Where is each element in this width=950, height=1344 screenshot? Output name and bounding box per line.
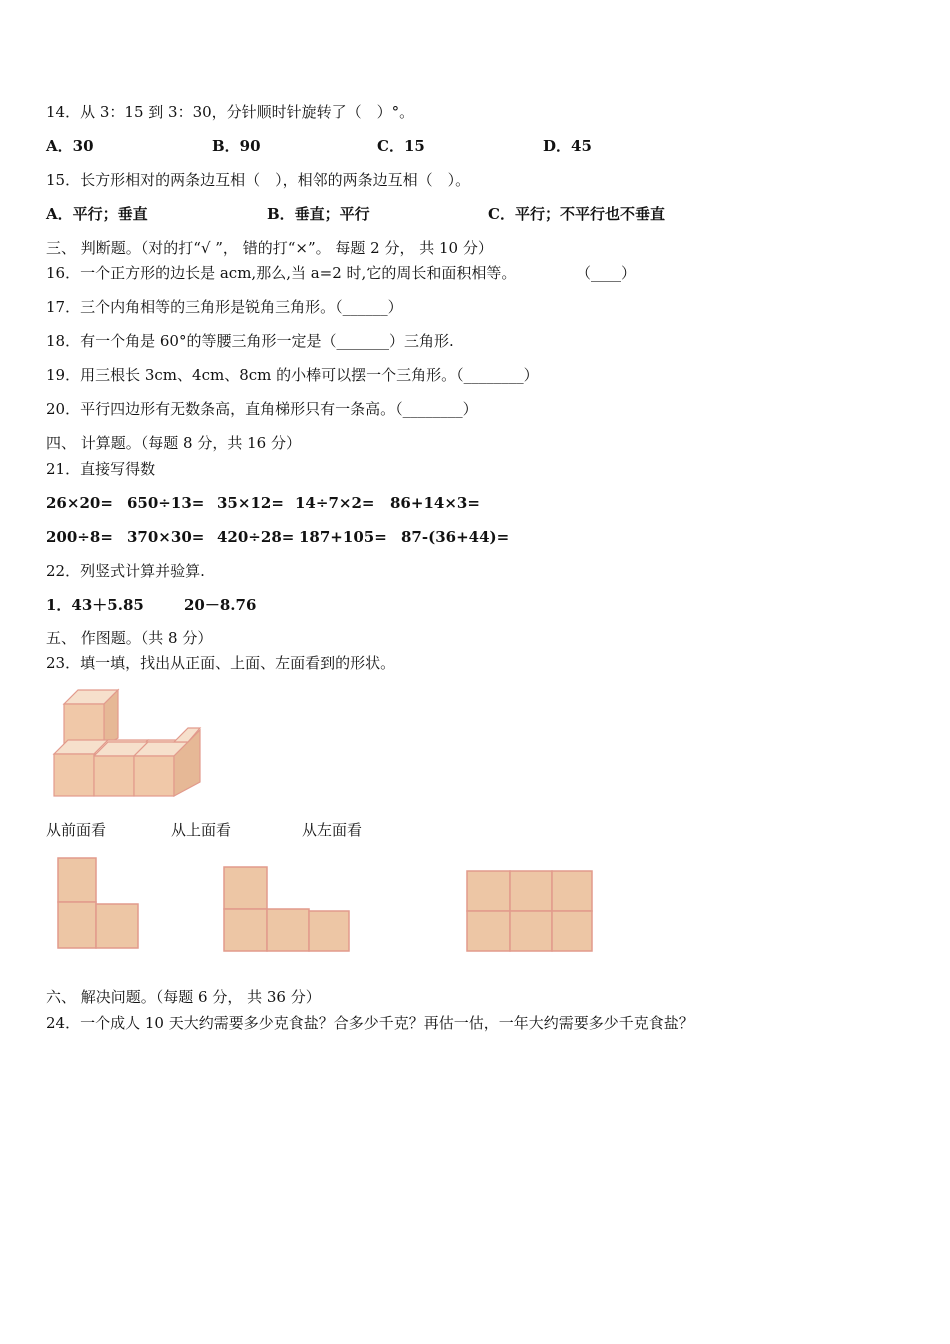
q21-item: 420÷28= — [217, 528, 295, 546]
view-shape-2 — [222, 865, 352, 955]
section-5-heading: 五、 作图题。（共 8 分） — [46, 629, 213, 647]
cube-front-face — [94, 756, 134, 796]
q22-stem: 22．列竖式计算并验算. — [46, 562, 205, 580]
q21-stem: 21．直接写得数 — [46, 460, 156, 478]
view-square — [467, 871, 510, 911]
q22-item: 20－8.76 — [184, 596, 257, 614]
section-3-heading: 三、 判断题。（对的打“√ ”， 错的打“×”。 每题 2 分， 共 10 分） — [46, 239, 493, 257]
q21-item: 370×30= — [127, 528, 205, 546]
q16-stem: 16．一个正方形的边长是 acm,那么,当 a=2 时,它的周长和面积相等。 — [46, 264, 517, 282]
view-square — [224, 909, 267, 951]
section-6-heading: 六、 解决问题。（每题 6 分， 共 36 分） — [46, 988, 321, 1006]
q14-option-a[interactable]: A．30 — [46, 137, 94, 155]
q23-stem: 23．填一填，找出从正面、上面、左面看到的形状。 — [46, 654, 396, 672]
view-square — [309, 911, 349, 951]
q20-stem: 20．平行四边形有无数条高，直角梯形只有一条高。（________） — [46, 400, 478, 418]
q21-item: 26×20= — [46, 494, 113, 512]
view-square — [510, 911, 552, 951]
view-square — [552, 911, 592, 951]
cube-front-face — [134, 756, 174, 796]
q15-option-c[interactable]: C．平行；不平行也不垂直 — [488, 205, 665, 223]
view-label-top: 从上面看 — [171, 821, 232, 839]
cube-front-face — [54, 754, 94, 796]
q15-option-b[interactable]: B．垂直；平行 — [267, 205, 370, 223]
view-shape-1 — [56, 856, 142, 952]
q21-item: 14÷7×2= — [295, 494, 375, 512]
view-square — [467, 911, 510, 951]
q21-item: 200÷8= — [46, 528, 113, 546]
cube-stack-figure — [48, 686, 208, 802]
view-square — [510, 871, 552, 911]
view-square — [552, 871, 592, 911]
q21-item: 187+105= — [299, 528, 387, 546]
view-square — [96, 904, 138, 948]
q18-stem: 18．有一个角是 60°的等腰三角形一定是（_______）三角形. — [46, 332, 454, 350]
view-square — [267, 909, 309, 951]
q19-stem: 19．用三根长 3cm、4cm、8cm 的小棒可以摆一个三角形。（________） — [46, 366, 539, 384]
q15-option-a[interactable]: A．平行；垂直 — [46, 205, 148, 223]
view-square — [58, 858, 96, 902]
q14-option-d[interactable]: D．45 — [543, 137, 592, 155]
q14-option-b[interactable]: B．90 — [212, 137, 261, 155]
q21-item: 86+14×3= — [390, 494, 480, 512]
view-shape-3 — [465, 869, 595, 955]
q22-item: 1．43＋5.85 — [46, 596, 144, 614]
q21-item: 87-(36+44)= — [401, 528, 510, 546]
view-label-left: 从左面看 — [302, 821, 363, 839]
q16-answer-blank[interactable]: （____） — [576, 264, 637, 282]
q24-stem: 24．一个成人 10 天大约需要多少克食盐？合多少千克？再估一估，一年大约需要多少千克食盐？ — [46, 1014, 694, 1032]
section-4-heading: 四、 计算题。（每题 8 分，共 16 分） — [46, 434, 301, 452]
q21-item: 650÷13= — [127, 494, 205, 512]
q17-stem: 17．三个内角相等的三角形是锐角三角形。（______） — [46, 298, 403, 316]
view-label-front: 从前面看 — [46, 821, 107, 839]
q14-stem: 14．从 3：15 到 3：30，分针顺时针旋转了（ ）°。 — [46, 103, 415, 121]
q15-stem: 15．长方形相对的两条边互相（ ），相邻的两条边互相（ ）。 — [46, 171, 471, 189]
view-square — [58, 902, 96, 948]
q14-option-c[interactable]: C．15 — [377, 137, 425, 155]
view-square — [224, 867, 267, 909]
q21-item: 35×12= — [217, 494, 284, 512]
